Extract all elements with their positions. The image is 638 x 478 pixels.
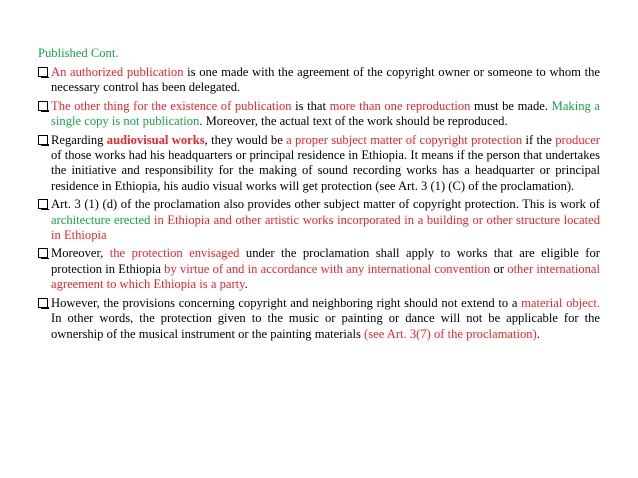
bullet-text-segment: Art. 3 (1) (d) of the proclamation also provides other subject matter of copyright protection. This is work of — [51, 197, 600, 212]
bullet-text-segment: audiovisual works — [106, 132, 205, 147]
bullet-text-segment: producer — [555, 132, 600, 147]
bullet-item — [38, 99, 600, 130]
bullet-item — [38, 296, 600, 342]
bullet-text-segment: In other words, the protection given to the music or painting or dance will not be applicable for the ownership of the musical instrument or the painting materials — [51, 311, 600, 341]
bullet-item — [38, 197, 600, 243]
bullet-text-segment: the protection envisaged — [109, 246, 240, 261]
square-bullet-icon — [38, 67, 48, 77]
bullet-text-segment: (see Art. 3(7) of the proclamation) — [364, 326, 537, 341]
bullet-item — [38, 246, 600, 292]
square-bullet-icon — [38, 135, 48, 145]
bullet-text-segment: in Ethiopia and other artistic works incorporated in a building or other structure located in Ethiopia — [51, 212, 600, 243]
bullet-text-segment: is that — [291, 98, 330, 113]
bullet-text-segment: architecture erected — [51, 212, 151, 227]
bullet-text-segment: or — [490, 261, 508, 276]
bullet-text-segment: However, the provisions concerning copyright and neighboring right should not extend to a — [51, 295, 522, 310]
bullet-text-segment: material object. — [521, 295, 600, 310]
square-bullet-icon — [38, 298, 48, 308]
bullet-item — [38, 65, 600, 96]
bullet-text-segment: . Moreover, the actual text of the work should be reproduced. — [199, 114, 508, 129]
bullet-text-segment: by virtue of and in accordance with any international convention — [164, 261, 491, 276]
bullet-text-segment: must be made. — [470, 98, 552, 113]
bullet-text-segment: Regarding — [51, 132, 107, 147]
slide-heading: Published Cont. — [38, 46, 119, 60]
bullet-text-segment: if the — [522, 132, 556, 147]
bullet-text-segment: of those works had his headquarters or principal residence in Ethiopia. It means if the person that undertakes the initiative and responsibility for the making of sound recording works has a headquarter or principal residence in Ethiopia, his audio visual works will get protection (see Art. 3 (1) (C) of the proclamation). — [51, 148, 600, 193]
bullet-text-segment: Making a single copy is not publication — [51, 98, 600, 129]
square-bullet-icon — [38, 248, 48, 258]
bullet-text-segment: a proper subject matter of copyright protection — [286, 132, 523, 147]
bullet-text-segment: under the proclamation shall apply to works that are eligible for protection in Ethiopia — [51, 246, 600, 276]
bullet-text-segment: is one made with the agreement of the copyright owner or someone to whom the necessary control has been delegated. — [51, 65, 600, 95]
bullet-text-segment: . — [536, 326, 540, 341]
bullet-text-segment: The other thing for the existence of publication — [51, 98, 292, 113]
bullet-text-segment: other international agreement to which Ethiopia is a party — [51, 261, 601, 292]
bullet-item — [38, 133, 600, 195]
square-bullet-icon — [38, 101, 48, 111]
bullet-list — [38, 65, 600, 342]
bullet-text-segment: Moreover, — [51, 246, 110, 261]
bullet-text-segment: An authorized publication — [51, 65, 184, 79]
bullet-text-segment: , they would be — [204, 132, 287, 147]
bullet-text-segment: . — [244, 277, 248, 292]
square-bullet-icon — [38, 199, 48, 209]
bullet-text-segment: more than one reproduction — [329, 98, 471, 113]
